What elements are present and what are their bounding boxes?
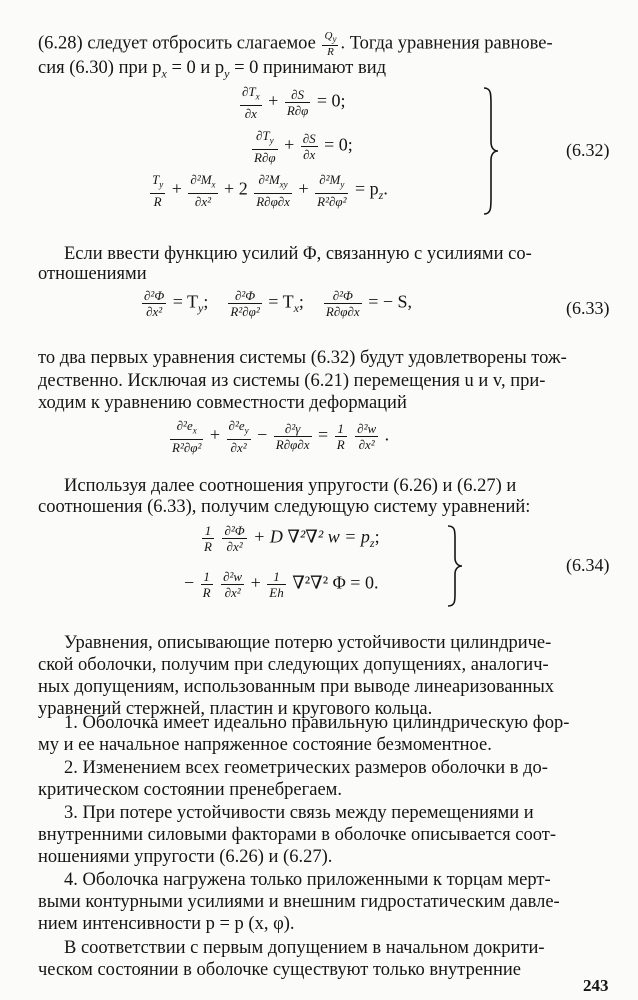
page-number: 243 (583, 976, 609, 995)
text-line: ской оболочки, получим при следующих допущениях, аналогич- (38, 655, 549, 675)
equation-6-32-row2: $\frac{\partial T_y}{R\partial\varphi}$ + $\frac{\partial S}{\partial x}$ = 0; (254, 128, 353, 165)
text-line: Уравнения, описывающие потерю устойчивости цилиндриче- (64, 633, 552, 653)
equation-6-32-row1: $\frac{\partial T_x}{\partial x}$ + $\frac{\partial S}{R\partial\varphi}$ = 0; (242, 84, 346, 121)
text-line: то два первых уравнения системы (6.32) будут удовлетворены тож- (38, 348, 567, 368)
text-line: уравнений стержней, пластин и кругового кольца. (38, 699, 433, 719)
text-line: соотношения (6.33), получим следующую систему уравнений: (38, 497, 531, 517)
text-line: му и ее начальное напряженное состояние безмоментное. (38, 735, 492, 755)
fraction-qy-r: $\frac{Q_y}{R}$ (324, 30, 337, 59)
equation-6-33: $\frac{\text{∂²Φ}}{\text{∂x²}}$ = $T_y$; $\frac{\text{∂²Φ}}{\text{R²∂φ²}}$ = $T_x$; $\frac{\text{∂²Φ}}{R\partial\varphi\partial x}$ = − S, (144, 288, 413, 319)
text-line: отношениями (38, 264, 147, 284)
equation-compatibility: $\frac{\partial^2e_x}{\text{R²∂φ²}}$ + $\frac{\partial^2e_y}{\text{∂x²}}$ − $\frac{\text{∂²γ}}{R\partial\varphi\partial x}$ = $\frac{1}{R}$ $\frac{\text{∂²w}}{\text{∂x²}}$ . (172, 418, 390, 455)
text-line: нием интенсивности p = p (x, φ). (38, 914, 295, 934)
equation-6-32-row3: $\frac{T_y}{R}$ + $\frac{\partial^2M_x}{\text{∂x²}}$ + 2 $\frac{\partial^2M_{xy}}{R\partial\varphi\partial x}$ + $\frac{\partial^2M_y}{\text{R²∂φ²}}$ = $p_z$. (152, 172, 388, 209)
list-item: 3. При потере устойчивости связь между перемещениями и (64, 803, 534, 823)
equation-number: (6.34) (566, 555, 610, 575)
text-line: Используя далее соотношения упругости (6.26) и (6.27) и (64, 476, 517, 496)
equation-number: (6.32) (566, 140, 610, 160)
text-line: критическом состоянии пренебрегаем. (38, 780, 342, 800)
text-line: ных допущениям, использованным при выводе линеаризованных (38, 677, 555, 697)
text-line: Если ввести функцию усилий Φ, связанную с усилиями со- (64, 244, 532, 264)
text-line: ходим к уравнению совместности деформаций (38, 393, 407, 413)
text-line: внутренними силовыми факторами в оболочке описывается соот- (38, 825, 556, 845)
list-item: 4. Оболочка нагружена только приложенными к торцам мерт- (64, 870, 551, 890)
list-item: 2. Изменением всех геометрических размеров оболочки в до- (64, 758, 548, 778)
equation-6-34-row1: $\frac{1}{R}$ $\frac{\text{∂²Φ}}{\text{∂x²}}$ + D ∇²∇² $w = p_z$; (204, 523, 380, 554)
text-line: ношениями упругости (6.26) и (6.27). (38, 847, 333, 867)
right-brace-6-34 (446, 524, 464, 608)
text-line: (6.28) следует отбросить слагаемое $\frac{Q_y}{R}$ . Тогда уравнения равнове- (38, 30, 553, 59)
equation-6-34-row2: − $\frac{1}{R}$ $\frac{\text{∂²w}}{\text{∂x²}}$ + $\frac{1}{Eh}$ ∇²∇² Φ = 0. (184, 569, 379, 600)
right-brace-6-32 (482, 86, 500, 216)
list-item: 1. Оболочка имеет идеально правильную цилиндрическую фор- (64, 713, 570, 733)
text-line: В соответствии с первым допущением в начальном докрити- (64, 938, 545, 958)
text-line: выми контурными усилиями и внешним гидростатическим давле- (38, 892, 560, 912)
text-line: сия (6.30) при $p_x = 0$ и $p_y = 0$ принимают вид (38, 58, 387, 81)
equation-number: (6.33) (566, 298, 610, 318)
text-line: дественно. Исключая из системы (6.21) перемещения u и v, при- (38, 371, 546, 391)
text-line: ческом состоянии в оболочке существуют только внутренние (38, 960, 521, 980)
